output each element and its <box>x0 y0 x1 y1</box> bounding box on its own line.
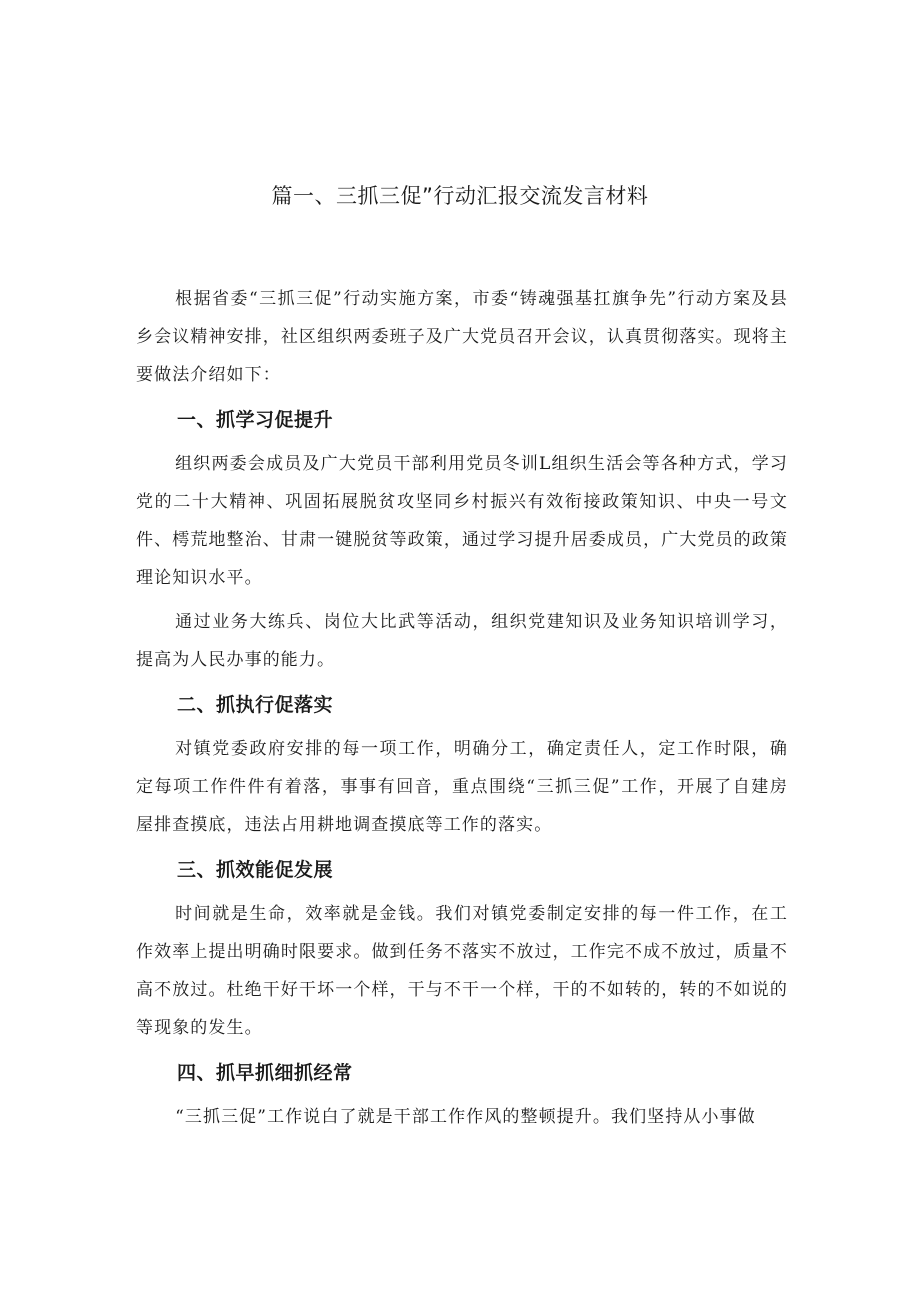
section-2-heading: 二、抓执行促落实 <box>177 694 334 716</box>
document-title: 篇一、三抓三促”行动汇报交流发言材料 <box>271 184 649 208</box>
section-4-paragraph-1: “三抓三促”工作说白了就是干部工作作风的整顿提升。我们坚持从小事做 <box>175 1107 756 1127</box>
section-3-paragraph-1: 时间就是生命，效率就是金钱。我们对镇党委制定安排的每一件工作，在工作效率上提出明确时限要求。做到任务不落实不放过，工作完不成不放过，质量不高不放过。杜绝干好干坏一个样，干与不干一个样，干的不如转的，转的不如说的等现象的发生。 <box>136 904 788 1038</box>
document-body <box>136 280 788 1136</box>
section-4-heading: 四、抓早抓细抓经常 <box>177 1062 353 1084</box>
section-3-heading: 三、抓效能促发展 <box>177 859 334 881</box>
intro-paragraph: 根据省委“三抓三促”行动实施方案，市委“铸魂强基扛旗争先”行动方案及县乡会议精神安排，社区组织两委班子及广大党员召开会议，认真贯彻落实。现将主要做法介绍如下： <box>136 289 788 385</box>
section-1-paragraph-1: 组织两委会成员及广大党员干部利用党员冬训L组织生活会等各种方式，学习党的二十大精神、巩固拓展脱贫攻坚同乡村振兴有效衔接政策知识、中央一号文件、樗荒地整治、甘肃一键脱贫等政策，通过学习提升居委成员，广大党员的政策理论知识水平。 <box>136 454 788 588</box>
section-1-paragraph-2: 通过业务大练兵、岗位大比武等活动，组织党建知识及业务知识培训学习，提高为人民办事的能力。 <box>136 612 788 670</box>
section-2-paragraph-1: 对镇党委政府安排的每一项工作，明确分工，确定责任人，定工作时限，确定每项工作件件有着落，事事有回音，重点围绕“三抓三促”工作，开展了自建房屋排查摸底，违法占用耕地调查摸底等工作的落实。 <box>136 739 788 835</box>
section-1-heading: 一、抓学习促提升 <box>177 409 334 431</box>
